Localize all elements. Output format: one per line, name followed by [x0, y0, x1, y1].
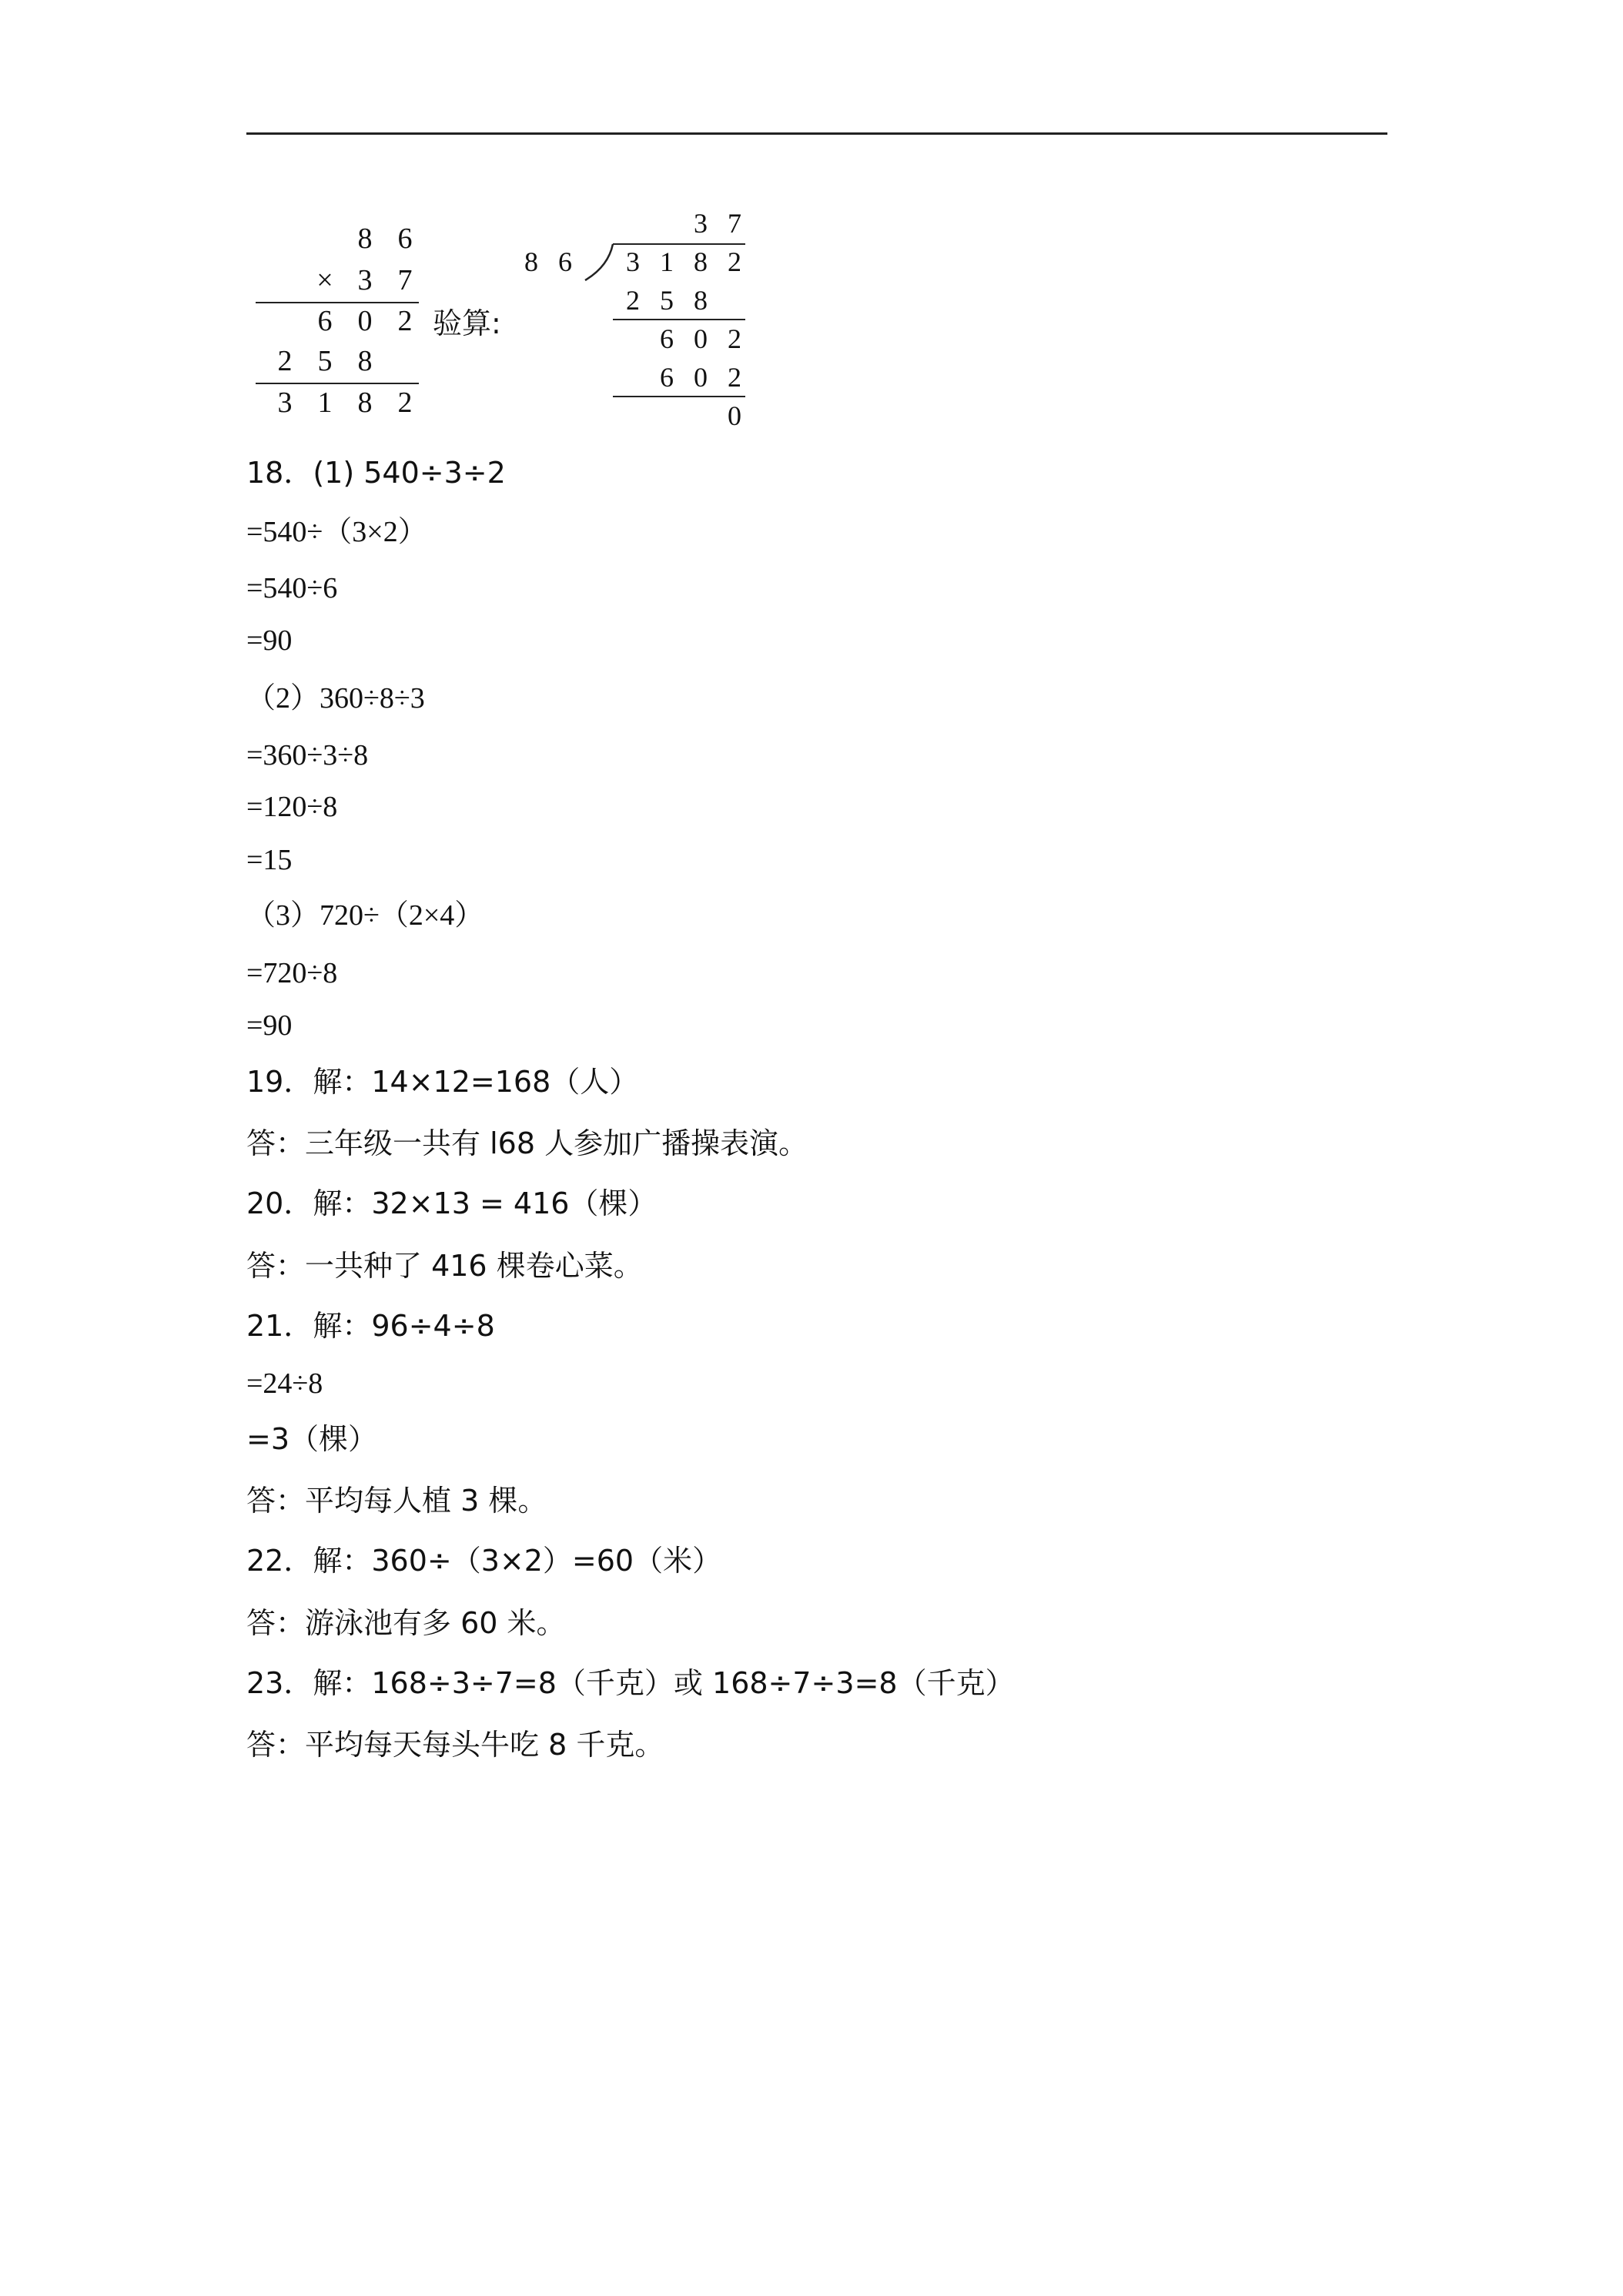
division-top-line [613, 243, 745, 245]
step-digit: 6 [660, 362, 674, 393]
solution-line: 18．(1) 540÷3÷2 [246, 456, 506, 490]
solution-line: =360÷3÷8 [246, 739, 369, 771]
quotient-digit: 3 [694, 208, 708, 239]
mult-digit: 6 [397, 223, 413, 255]
step-digit: 0 [694, 362, 708, 393]
dividend-digit: 3 [626, 246, 640, 277]
answer-line: 答：一共种了 416 棵卷心菜。 [246, 1249, 643, 1283]
mult-line [256, 302, 419, 303]
solution-line: 20．解：32×13 = 416（棵） [246, 1186, 658, 1220]
mult-digit: 2 [397, 305, 413, 337]
header-rule [246, 132, 1387, 135]
mult-digit: 2 [277, 345, 293, 377]
solution-line: 22．解：360÷（3×2）=60（米） [246, 1544, 722, 1578]
answer-line: 答：游泳池有多 60 米。 [246, 1606, 566, 1640]
step-digit: 2 [728, 362, 741, 393]
divisor-digit: 6 [558, 246, 572, 277]
mult-digit: 2 [397, 387, 413, 419]
step-digit: 2 [728, 323, 741, 354]
solution-line: =720÷8 [246, 957, 338, 989]
solution-line: （3）720÷（2×4） [246, 899, 484, 932]
step-digit: 2 [626, 285, 640, 316]
answer-line: 答：平均每人植 3 棵。 [246, 1484, 547, 1518]
solution-line: =15 [246, 844, 293, 876]
dividend-digit: 2 [728, 246, 741, 277]
mult-digit: 3 [277, 387, 293, 419]
solution-line: （2）360÷8÷3 [246, 682, 425, 715]
solution-line: =24÷8 [246, 1367, 323, 1400]
dividend-digit: 1 [660, 246, 674, 277]
step-digit: 0 [694, 323, 708, 354]
divisor-digit: 8 [524, 246, 538, 277]
mult-digit: 0 [357, 305, 373, 337]
mult-line [256, 383, 419, 384]
remainder-digit: 0 [728, 400, 741, 431]
solution-line: 19．解：14×12=168（人） [246, 1065, 639, 1099]
solution-line: 21．解：96÷4÷8 [246, 1309, 495, 1343]
mult-digit: 8 [357, 387, 373, 419]
solution-line: =540÷（3×2） [246, 516, 427, 548]
dividend-digit: 8 [694, 246, 708, 277]
answer-line: 答：平均每天每头牛吃 8 千克。 [246, 1728, 664, 1762]
solution-line: =3（棵） [246, 1422, 378, 1456]
mult-digit: 7 [397, 264, 413, 296]
solution-line: =90 [246, 624, 293, 657]
mult-digit: 8 [357, 223, 373, 255]
solution-line: =120÷8 [246, 791, 338, 823]
step-digit: 8 [694, 285, 708, 316]
mult-digit: 3 [357, 264, 373, 296]
solution-line: =540÷6 [246, 572, 338, 604]
quotient-digit: 7 [728, 208, 741, 239]
mult-digit: 1 [317, 387, 333, 419]
mult-digit: 6 [317, 305, 333, 337]
division-line [613, 319, 745, 320]
mult-digit: 8 [357, 345, 373, 377]
solution-line: 23．解：168÷3÷7=8（千克）或 168÷7÷3=8（千克） [246, 1666, 1015, 1700]
step-digit: 5 [660, 285, 674, 316]
mult-digit: 5 [317, 345, 333, 377]
division-line [613, 396, 745, 397]
check-label: 验算: [433, 306, 501, 340]
multiply-sign: × [316, 264, 333, 296]
step-digit: 6 [660, 323, 674, 354]
answer-line: 答：三年级一共有 l68 人参加广播操表演。 [246, 1126, 808, 1160]
solution-line: =90 [246, 1009, 293, 1042]
division-bracket [582, 243, 616, 282]
